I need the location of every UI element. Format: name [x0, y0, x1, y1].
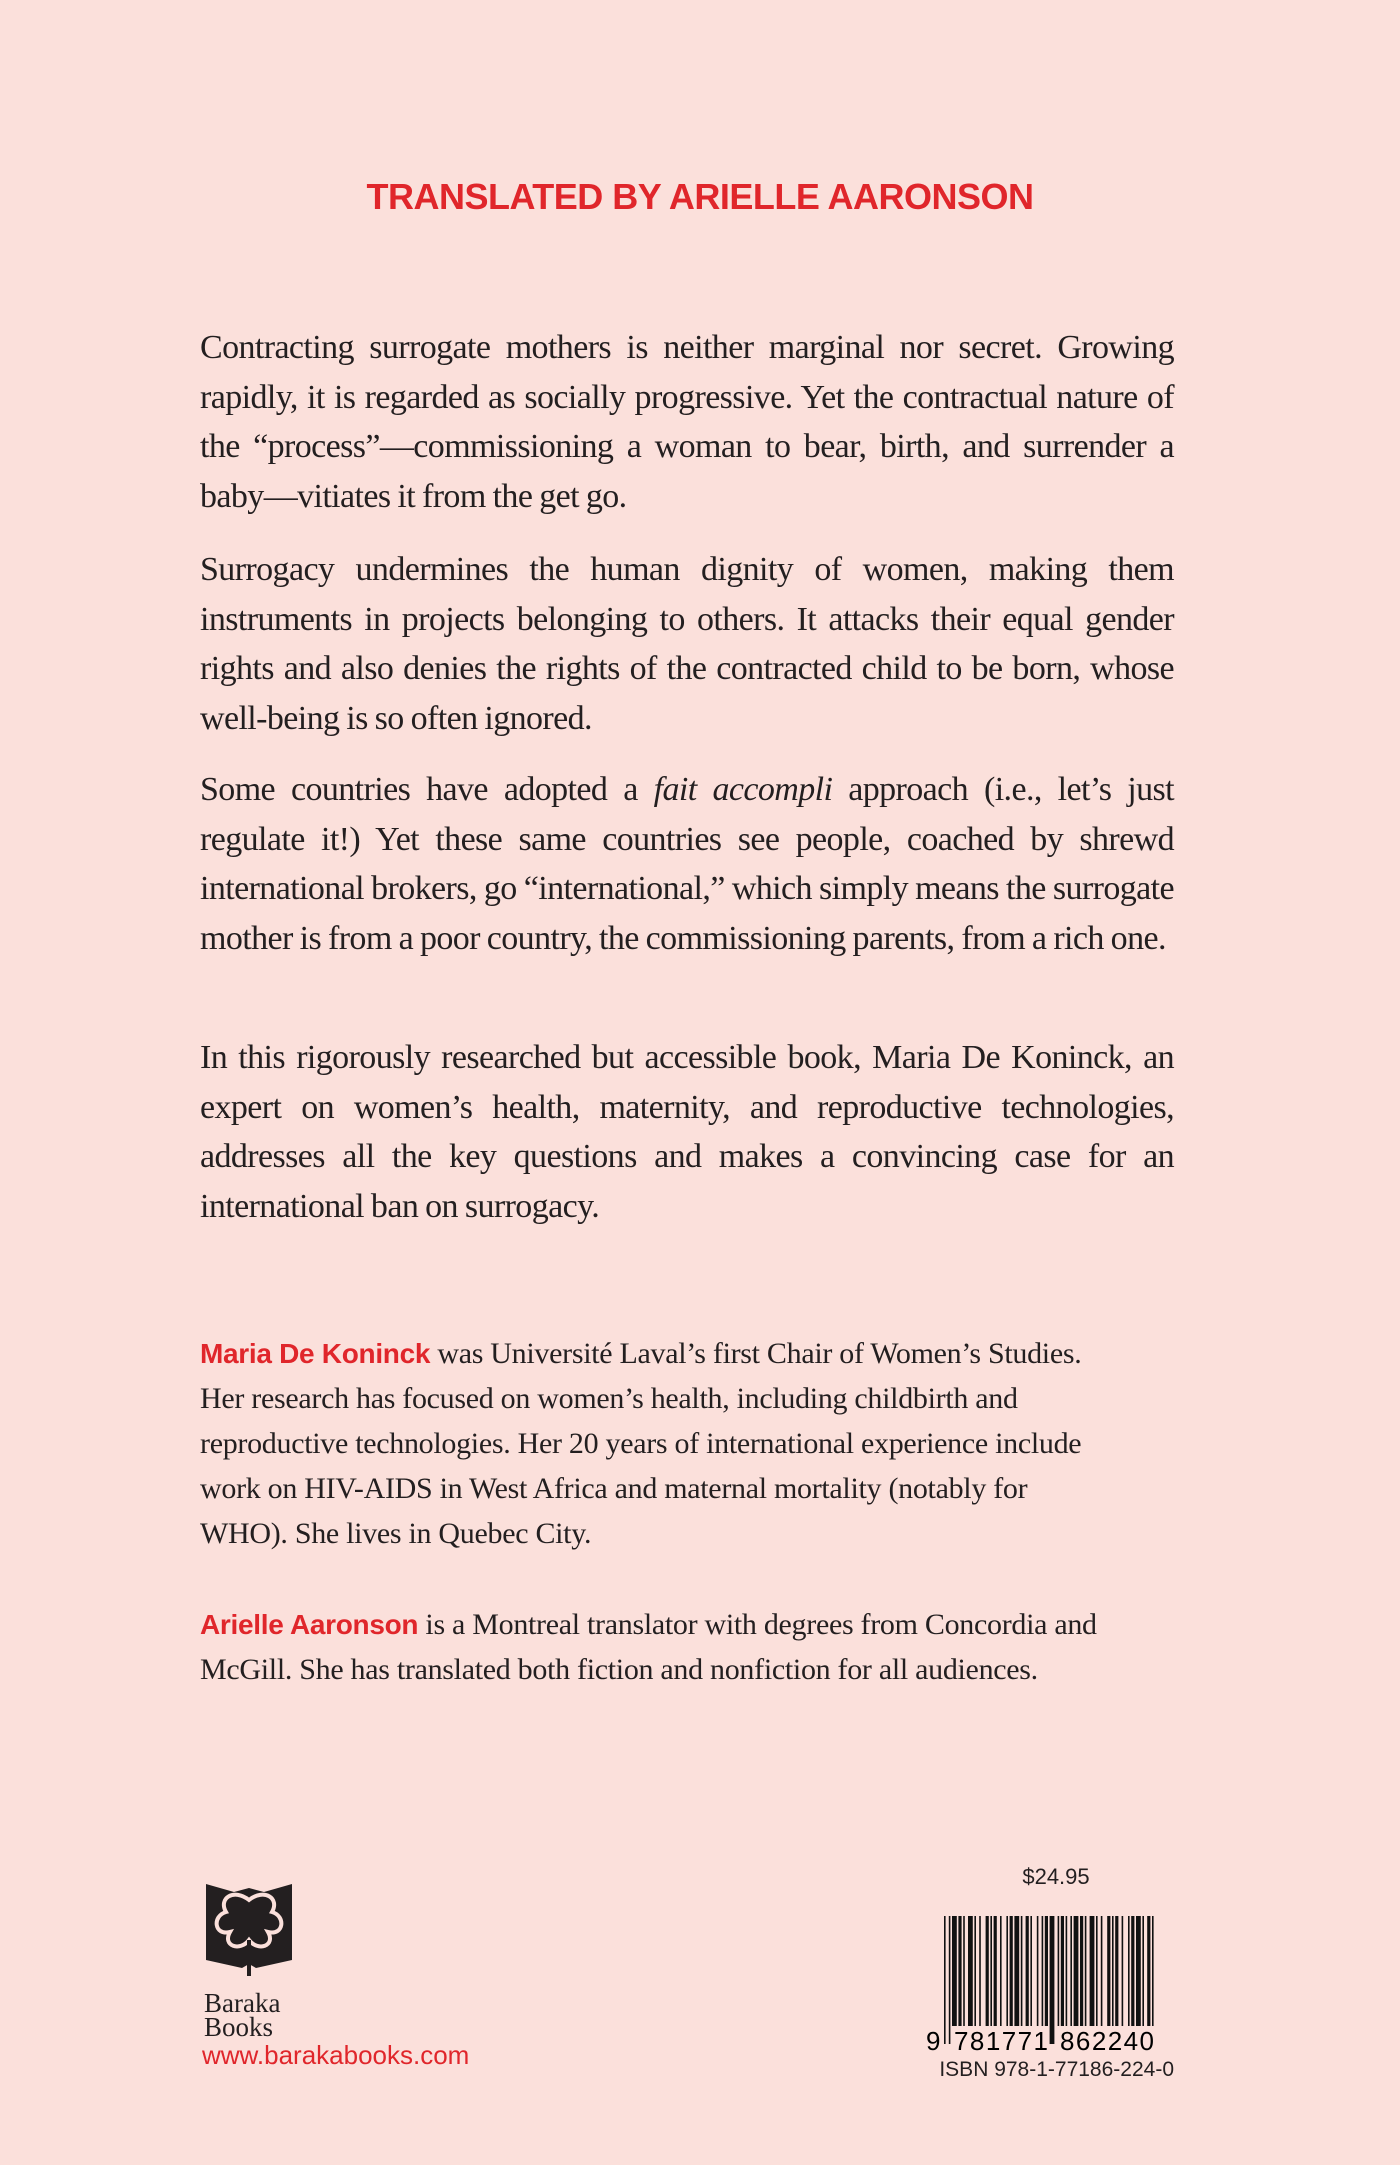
barcode-bar	[1128, 1916, 1130, 2026]
barcode-bar	[994, 1916, 997, 2026]
barcode-bar	[949, 1916, 951, 2044]
barcode-bar	[1142, 1916, 1144, 2026]
blurb-paragraph-4: In this rigorously researched but accessible book, Maria De Koninck, an expert on women’s health, maternity, and reproductive technologies, addresses all the key questions and makes a convincing case for an international ban on surrogacy.	[200, 1039, 1174, 1226]
barcode-bar	[1074, 1916, 1079, 2026]
publisher-name: Baraka	[204, 1988, 281, 2018]
barcode-bar	[952, 1916, 957, 2026]
text: approach (i.e., let’s just regulate it!) Yet these same countries see people, coached by shrewd international brokers, go “international,” which simply means the surrogate mother is from a poor country, the commissioning parents, from a rich one.	[200, 771, 1174, 958]
bio-text: is a Montreal translator with degrees from Concordia and McGill. She has translated both fiction and nonfiction for all audiences.	[200, 1608, 1097, 1686]
barcode-bar	[944, 1916, 946, 2044]
blurb-paragraph-3	[200, 765, 1174, 964]
barcode-bar	[1058, 1916, 1060, 2026]
barcode-bar	[1045, 1916, 1048, 2026]
barcode-bar	[979, 1916, 981, 2026]
barcode-bar	[1085, 1916, 1087, 2026]
barcode-digit: 9	[926, 2026, 941, 2056]
translator-name: Arielle Aaronson	[200, 1609, 419, 1640]
barcode-bar	[990, 1916, 992, 2026]
barcode-bar	[1050, 1916, 1055, 2044]
publisher-url[interactable]: www.barakabooks.com	[202, 2040, 470, 2070]
barcode-bar	[986, 1916, 989, 2026]
barcode-bar	[1107, 1916, 1110, 2026]
publisher-logo	[204, 1880, 296, 2042]
barcode	[926, 1916, 1176, 2056]
translator-bio	[200, 1602, 1120, 1692]
clover-book-icon	[204, 1880, 294, 1980]
barcode-bar	[1122, 1916, 1124, 2026]
barcode-bar	[1080, 1916, 1083, 2026]
blurb-paragraph-2: Surrogacy undermines the human dignity of women, making them instruments in projects belonging to others. It attacks their equal gender rights and also denies the rights of the contracted child to be born, whose well-being is so often ignored.	[200, 551, 1174, 738]
barcode-bar	[1070, 1916, 1072, 2026]
barcode-bar	[958, 1916, 961, 2026]
bio-text: was Université Laval’s first Chair of Women’s Studies. Her research has focused on women’s health, including childbirth and reproductive technologies. Her 20 years of international experience include work on HIV-AIDS in West Africa and maternal mortality (notably for WHO). She lives in Quebec City.	[200, 1337, 1082, 1550]
barcode-bar	[1112, 1916, 1114, 2026]
publisher-name: Books	[204, 2012, 274, 2042]
isbn: ISBN 978-1-77186-224-0	[939, 2058, 1174, 2081]
barcode-bar	[1026, 1916, 1029, 2026]
barcode-bar	[1037, 1916, 1039, 2026]
translator-credit: TRANSLATED BY ARIELLE AARONSON	[366, 176, 1034, 217]
author-name: Maria De Koninck	[200, 1338, 431, 1369]
barcode-bar	[1000, 1916, 1002, 2026]
barcode-bar	[1030, 1916, 1032, 2026]
barcode-digits: 862240	[1060, 2026, 1154, 2056]
barcode-bar	[1021, 1916, 1023, 2026]
italic-phrase: fait accompli	[653, 771, 833, 808]
barcode-bar	[1115, 1916, 1118, 2026]
barcode-bar	[1131, 1916, 1134, 2026]
barcode-bar	[974, 1916, 976, 2026]
price: $24.95	[1022, 1864, 1090, 1889]
barcode-bar	[1006, 1916, 1008, 2026]
author-bio	[200, 1331, 1120, 1556]
barcode-bar	[1061, 1916, 1064, 2026]
blurb-paragraph-1: Contracting surrogate mothers is neither marginal nor secret. Growing rapidly, it is regarded as socially progressive. Yet the contractual nature of the “process”—commissioning a woman to bear, birth, and surrender a baby—vitiates it from the get go.	[200, 329, 1174, 516]
barcode-bar	[1010, 1916, 1013, 2026]
barcode-bar	[1014, 1916, 1019, 2026]
barcode-bar	[968, 1916, 973, 2026]
barcode-bar	[1152, 1916, 1154, 2026]
barcode-digits: 781771	[954, 2026, 1048, 2056]
barcode-bar	[1096, 1916, 1098, 2026]
barcode-bar	[1147, 1916, 1150, 2026]
barcode-bar	[1066, 1916, 1068, 2026]
barcode-bar	[1101, 1916, 1103, 2026]
barcode-bar	[1042, 1916, 1044, 2026]
barcode-bar	[963, 1916, 965, 2026]
barcode-bar	[1090, 1916, 1095, 2026]
barcode-bar	[1136, 1916, 1141, 2026]
text: Some countries have adopted a	[200, 771, 654, 808]
